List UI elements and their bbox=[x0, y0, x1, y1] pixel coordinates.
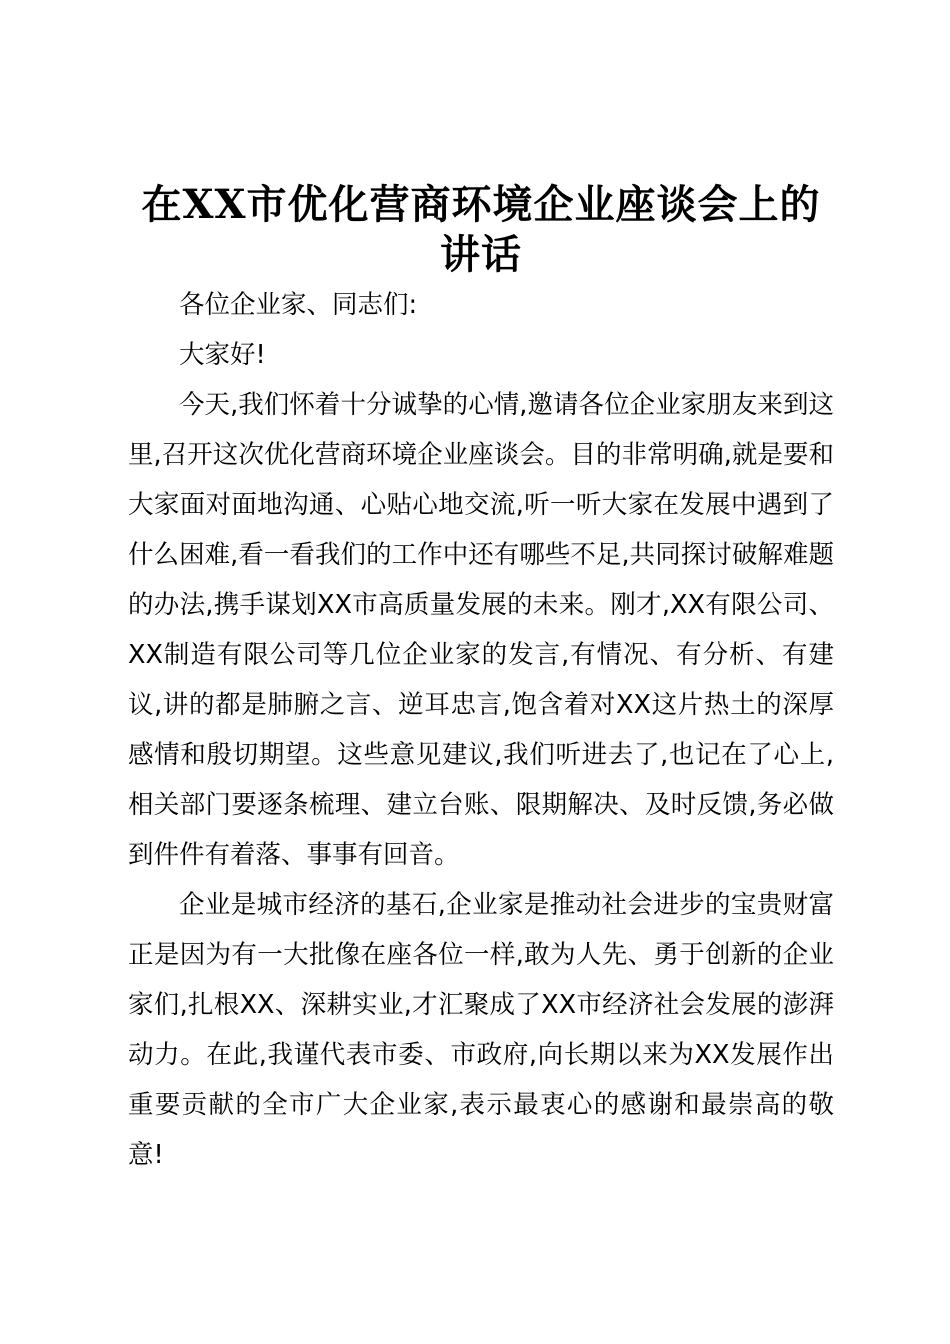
body-paragraph-2: 企业是城市经济的基石,企业家是推动社会进步的宝贵财富正是因为有一大批像在座各位一样,敢为人先、勇于创新的企业家们,扎根XX、深耕实业,才汇聚成了XX市经济社会发展的澎湃动力。在此,我谨代表市委、市政府,向长期以来为XX发展作出重要贡献的全市广大企业家,表示最衷心的感谢和最崇高的敬意! bbox=[128, 890, 834, 1170]
document-page bbox=[128, 180, 834, 1180]
document-title: 在XX市优化营商环境企业座谈会上的讲话 bbox=[141, 181, 821, 278]
body-paragraph-1: 今天,我们怀着十分诚挚的心情,邀请各位企业家朋友来到这里,召开这次优化营商环境企业座谈会。目的非常明确,就是要和大家面对面地沟通、心贴心地交流,听一听大家在发展中遇到了什么困难,看一看我们的工作中还有哪些不足,共同探讨破解难题的办法,携手谋划XX市高质量发展的未来。刚才,XX有限公司、XX制造有限公司等几位企业家的发言,有情况、有分析、有建议,讲的都是肺腑之言、逆耳忠言,饱含着对XX这片热土的深厚感情和殷切期望。这些意见建议,我们听进去了,也记在了心上,相关部门要逐条梳理、建立台账、限期解决、及时反馈,务必做到件件有着落、事事有回音。 bbox=[128, 390, 834, 870]
greeting: 大家好! bbox=[179, 340, 266, 370]
salutation: 各位企业家、同志们: bbox=[179, 290, 418, 320]
